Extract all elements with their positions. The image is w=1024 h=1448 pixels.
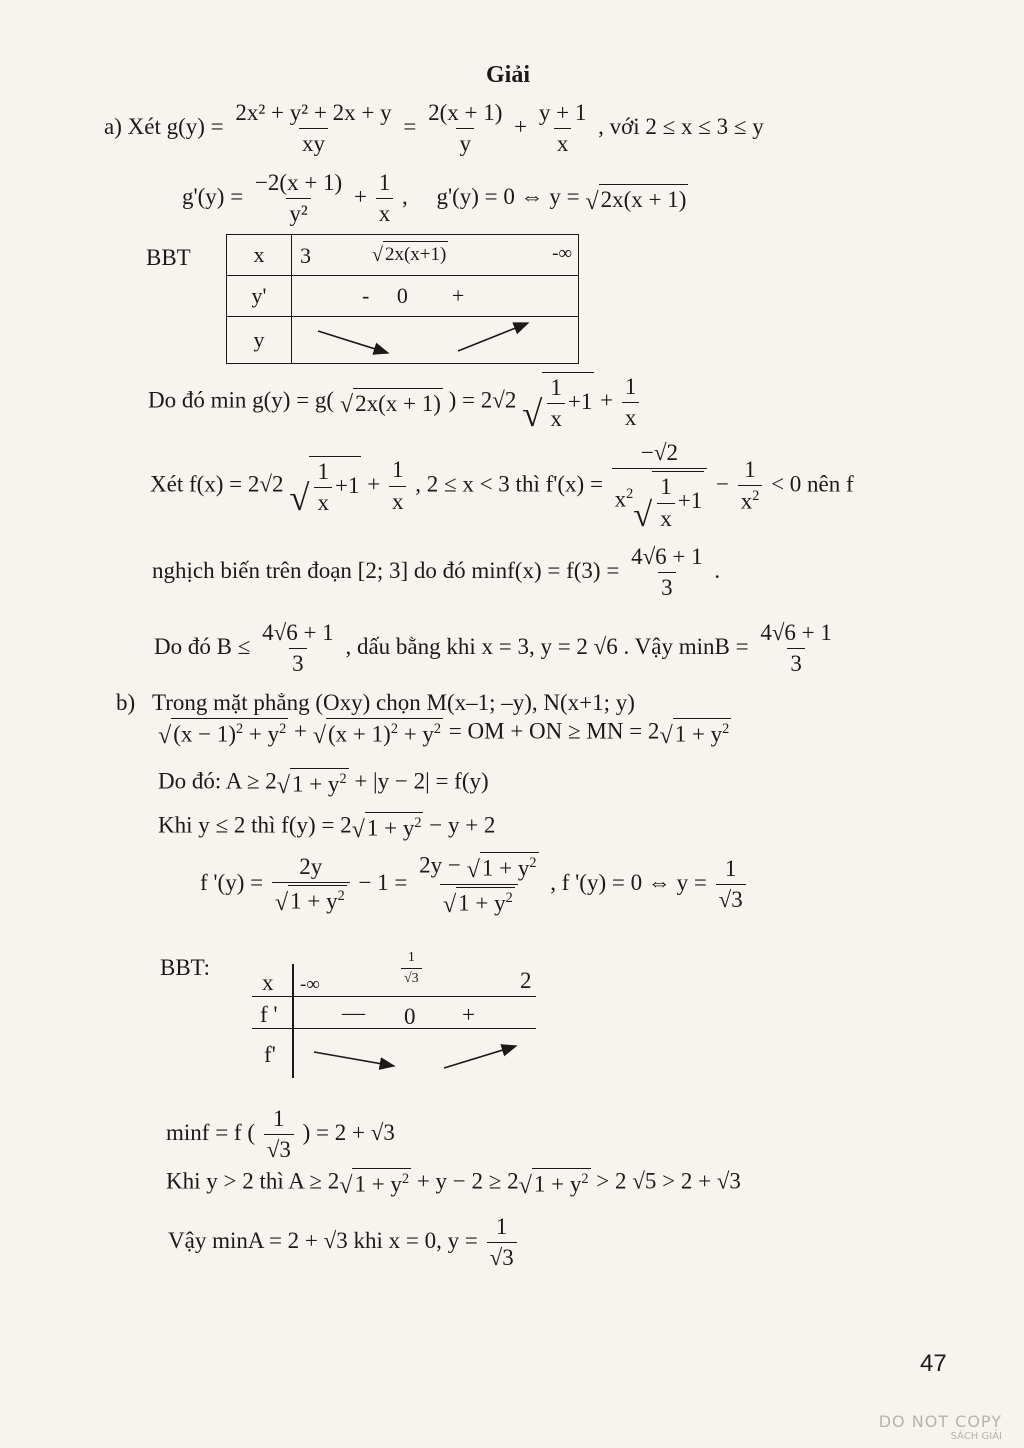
arrow-icon bbox=[252, 1030, 536, 1080]
part-b-line2: √ $(x - 1)^2 + y^2$ + √ $(x + 1)^2 + y^2$ = OM + ON ≥ MN = 2 √ $1 + y^2$ bbox=[158, 718, 730, 749]
watermark-logo: DO NOT COPY SÁCH GIẢI bbox=[878, 1412, 1002, 1442]
part-b-line4: Khi y ≤ 2 thì f(y) = 2 √ $1 + y^2$ − y + 2 bbox=[158, 812, 496, 843]
bbt-label-b: BBT: bbox=[160, 955, 210, 980]
part-b-derivative: f '(y) = 2y √ $1 + y^2$ − 1 = 2y − √ $1 + y^2$ √ $1 + y^2$ , f '(y) = 0 ⇔ y = $\frac{1}{√3}$ bbox=[200, 852, 749, 917]
part-a-derivative: g'(y) = $\frac{-2(x + 1)}{\text{y²}}$ + $\frac{1}{x}$ , g'(y) = 0 ⇔ y = √ 2x(x + 1) bbox=[182, 170, 687, 227]
bbt-label-a: BBT bbox=[146, 245, 191, 270]
part-b-label: b) bbox=[116, 690, 136, 715]
variation-table-b: x -∞ $\frac{1}{√3}$ 2 f ' — 0 + f' bbox=[252, 950, 538, 1080]
conclusion-a: Do đó B ≤ $\frac{4√6 + 1}{3}$ , dấu bằng khi x = 3, y = 2 √6 . Vậy minB = $\frac{4√6 + 1}{3}$ bbox=[154, 620, 832, 677]
part-b-line3: Do đó: A ≥ 2 √ $1 + y^2$ + |y − 2| = f(y) bbox=[158, 768, 489, 799]
fx-line: Xét f(x) = 2√2 √ $\frac{1}{x}$ +1 + $\frac{1}{x}$ , 2 ≤ x < 3 thì f'(x) = −√2 $x^2$ √ $\frac{1}{x}$ +1 − $\frac{1}{x^2}$ < 0 nên f bbox=[150, 440, 854, 534]
heading: Giải bbox=[486, 62, 531, 88]
min-g-line: Do đó min g(y) = g( √ 2x(x + 1) ) = 2√2 √ $\frac{1}{x}$ +1 + $\frac{1}{x}$ bbox=[148, 372, 642, 433]
part-a-label: a) bbox=[104, 114, 122, 140]
decreasing-line: nghịch biến trên đoạn [2; 3] do đó minf(x) = f(3) = $\frac{4√6 + 1}{3}$ . bbox=[152, 544, 721, 601]
part-b-line7: Khi y > 2 thì A ≥ 2 √ $1 + y^2$ + y − 2 ≥ 2 √ $1 + y^2$ > 2 √5 > 2 + √3 bbox=[166, 1168, 741, 1199]
arrow-icon bbox=[292, 317, 576, 361]
part-b-conclusion: Vậy minA = 2 + √3 khi x = 0, y = $\frac{1}{√3}$ bbox=[168, 1214, 520, 1272]
part-b-line1: b) Trong mặt phẳng (Oxy) chọn M(x–1; –y), N(x+1; y) bbox=[116, 690, 635, 715]
minf-line: minf = f ( $\frac{1}{√3}$ ) = 2 + √3 bbox=[166, 1106, 395, 1163]
part-a-line1: a) Xét g(y) = $\frac{\text{2x² + y² + 2x + y}}{xy}$ = $\frac{2(x + 1)}{y}$ + $\frac{y + 1}{x}$ , với 2 ≤ x ≤ 3 ≤ y bbox=[104, 100, 764, 157]
variation-table-a: x 3 √ 2x(x+1) -∞ y' - 0 + y bbox=[226, 234, 579, 364]
page-number: 47 bbox=[920, 1350, 947, 1377]
